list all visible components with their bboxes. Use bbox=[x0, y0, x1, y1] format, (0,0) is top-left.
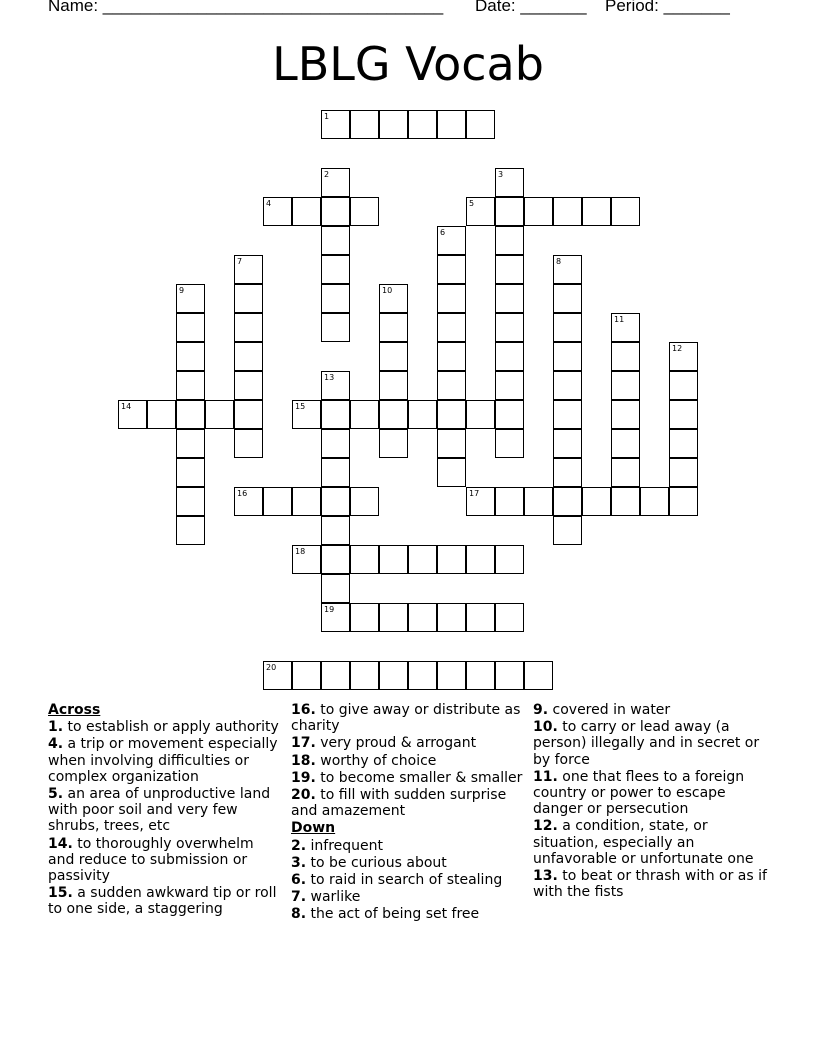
clue-down bbox=[291, 872, 523, 888]
clue-number-label: 9 bbox=[179, 286, 185, 295]
grid-cell[interactable] bbox=[176, 458, 205, 487]
clue-text: an area of unproductive land with poor soil and very few shrubs, trees, etc bbox=[48, 786, 271, 835]
clue-number: 20. bbox=[291, 787, 316, 804]
clue-number: 5. bbox=[48, 786, 64, 803]
clue-down bbox=[533, 868, 773, 900]
clue-number: 18. bbox=[291, 752, 316, 769]
clue-number: 14. bbox=[48, 835, 73, 852]
grid-cell[interactable] bbox=[292, 197, 321, 226]
grid-cell[interactable] bbox=[611, 197, 640, 226]
date-field-label[interactable]: Date: _______ bbox=[475, 0, 587, 15]
grid-cell[interactable] bbox=[321, 429, 350, 458]
grid-cell[interactable] bbox=[176, 487, 205, 516]
grid-cell[interactable] bbox=[350, 661, 379, 690]
clue-across bbox=[291, 735, 523, 751]
grid-cell[interactable] bbox=[495, 284, 524, 313]
grid-cell[interactable] bbox=[495, 603, 524, 632]
grid-cell[interactable] bbox=[437, 458, 466, 487]
clue-down bbox=[533, 769, 773, 818]
clue-text: one that flees to a foreign country or power to escape danger or persecution bbox=[533, 768, 745, 818]
grid-cell[interactable] bbox=[176, 371, 205, 400]
clue-text: a sudden awkward tip or roll to one side, a staggering bbox=[48, 885, 277, 918]
grid-cell[interactable] bbox=[495, 545, 524, 574]
clue-number: 16. bbox=[291, 702, 316, 718]
clue-text: a condition, state, or situation, especially an unfavorable or unfortunate one bbox=[533, 818, 754, 867]
grid-cell[interactable] bbox=[495, 226, 524, 255]
clue-number-label: 3 bbox=[498, 170, 504, 179]
grid-cell[interactable] bbox=[176, 400, 205, 429]
clue-text: to fill with sudden surprise and amazement bbox=[291, 787, 507, 820]
clue-number-label: 5 bbox=[469, 199, 475, 208]
grid-cell[interactable] bbox=[437, 255, 466, 284]
clue-text: covered in water bbox=[552, 702, 671, 718]
clue-number-label: 14 bbox=[121, 402, 132, 411]
grid-cell[interactable] bbox=[205, 400, 234, 429]
clue-number-label: 2 bbox=[324, 170, 330, 179]
clue-number: 1. bbox=[48, 719, 64, 736]
clue-across bbox=[291, 787, 523, 819]
clue-column-2 bbox=[291, 702, 523, 956]
grid-cell[interactable] bbox=[437, 371, 466, 400]
clue-number: 15. bbox=[48, 885, 73, 902]
grid-cell[interactable] bbox=[437, 110, 466, 139]
clue-text: very proud & arrogant bbox=[320, 735, 477, 752]
grid-cell[interactable] bbox=[582, 487, 611, 516]
grid-cell[interactable] bbox=[495, 487, 524, 516]
grid-cell[interactable] bbox=[350, 603, 379, 632]
grid-cell[interactable] bbox=[611, 400, 640, 429]
clue-column-3 bbox=[533, 702, 773, 901]
grid-cell[interactable] bbox=[495, 400, 524, 429]
grid-cell[interactable] bbox=[553, 516, 582, 545]
grid-cell[interactable] bbox=[408, 110, 437, 139]
grid-cell[interactable] bbox=[611, 487, 640, 516]
clue-number: 12. bbox=[533, 818, 558, 835]
grid-cell[interactable] bbox=[234, 313, 263, 342]
clue-number: 8. bbox=[291, 906, 307, 923]
clue-text: to establish or apply authority bbox=[67, 719, 279, 736]
grid-cell[interactable] bbox=[466, 400, 495, 429]
clue-text: to become smaller & smaller bbox=[320, 769, 523, 786]
grid-cell[interactable] bbox=[669, 487, 698, 516]
clue-text: infrequent bbox=[310, 837, 384, 854]
grid-cell[interactable] bbox=[524, 487, 553, 516]
clue-number-label: 16 bbox=[237, 489, 248, 498]
clue-number: 17. bbox=[291, 735, 316, 752]
clue-across bbox=[291, 753, 523, 769]
grid-cell[interactable] bbox=[466, 603, 495, 632]
grid-cell[interactable] bbox=[466, 110, 495, 139]
grid-cell[interactable] bbox=[379, 603, 408, 632]
grid-cell[interactable] bbox=[408, 603, 437, 632]
grid-cell[interactable] bbox=[437, 603, 466, 632]
grid-cell[interactable] bbox=[611, 429, 640, 458]
clue-number-label: 7 bbox=[237, 257, 243, 266]
clue-number: 2. bbox=[291, 837, 307, 854]
grid-cell[interactable] bbox=[350, 197, 379, 226]
clue-across bbox=[291, 770, 523, 786]
grid-cell[interactable] bbox=[553, 313, 582, 342]
clue-text: a trip or movement especially when involving difficulties or complex organization bbox=[48, 736, 278, 785]
grid-cell[interactable] bbox=[321, 458, 350, 487]
grid-cell[interactable] bbox=[379, 661, 408, 690]
grid-cell[interactable] bbox=[379, 545, 408, 574]
clue-number-label: 18 bbox=[295, 547, 306, 556]
grid-cell[interactable] bbox=[234, 400, 263, 429]
clue-down bbox=[533, 818, 773, 867]
clue-text: to raid in search of stealing bbox=[310, 872, 503, 889]
grid-cell[interactable] bbox=[321, 255, 350, 284]
clue-down bbox=[533, 719, 773, 768]
grid-cell[interactable] bbox=[176, 313, 205, 342]
grid-cell[interactable] bbox=[611, 371, 640, 400]
clue-down bbox=[291, 855, 523, 871]
down-heading: Down bbox=[291, 820, 336, 837]
clue-across bbox=[48, 885, 283, 917]
grid-cell[interactable] bbox=[437, 400, 466, 429]
clue-number-label: 15 bbox=[295, 402, 306, 411]
grid-cell[interactable] bbox=[669, 400, 698, 429]
grid-cell[interactable] bbox=[321, 284, 350, 313]
grid-cell[interactable] bbox=[437, 429, 466, 458]
grid-cell[interactable] bbox=[553, 197, 582, 226]
clue-number: 3. bbox=[291, 854, 307, 871]
clue-number-label: 19 bbox=[324, 605, 335, 614]
grid-cell[interactable] bbox=[495, 371, 524, 400]
grid-cell[interactable] bbox=[495, 313, 524, 342]
grid-cell[interactable] bbox=[408, 545, 437, 574]
grid-cell[interactable] bbox=[437, 545, 466, 574]
grid-cell[interactable] bbox=[437, 342, 466, 371]
grid-cell[interactable] bbox=[321, 516, 350, 545]
clue-down bbox=[533, 702, 773, 718]
grid-cell[interactable] bbox=[408, 661, 437, 690]
clue-text: worthy of choice bbox=[320, 752, 437, 769]
grid-cell[interactable] bbox=[495, 255, 524, 284]
grid-cell[interactable] bbox=[553, 487, 582, 516]
name-field-label[interactable]: Name: ____________________________________ bbox=[48, 0, 444, 15]
clue-number-label: 6 bbox=[440, 228, 446, 237]
grid-cell[interactable] bbox=[321, 197, 350, 226]
grid-cell[interactable] bbox=[466, 661, 495, 690]
grid-cell[interactable] bbox=[292, 661, 321, 690]
grid-cell[interactable] bbox=[379, 371, 408, 400]
grid-cell[interactable] bbox=[321, 661, 350, 690]
clue-number: 10. bbox=[533, 719, 558, 736]
clue-number: 9. bbox=[533, 702, 549, 718]
clue-text: to carry or lead away (a person) illegally and in secret or by force bbox=[533, 719, 760, 768]
grid-cell[interactable] bbox=[379, 400, 408, 429]
clue-number: 19. bbox=[291, 769, 316, 786]
grid-cell[interactable] bbox=[553, 284, 582, 313]
grid-cell[interactable] bbox=[553, 400, 582, 429]
clue-down bbox=[291, 906, 523, 922]
clue-number: 4. bbox=[48, 736, 64, 753]
clue-number-label: 4 bbox=[266, 199, 272, 208]
grid-cell[interactable] bbox=[234, 371, 263, 400]
grid-cell[interactable] bbox=[611, 458, 640, 487]
grid-cell[interactable] bbox=[669, 429, 698, 458]
grid-cell[interactable] bbox=[379, 342, 408, 371]
grid-cell[interactable] bbox=[350, 400, 379, 429]
clue-across bbox=[48, 786, 283, 835]
clue-number-label: 20 bbox=[266, 663, 277, 672]
period-field-label[interactable]: Period: _______ bbox=[605, 0, 730, 15]
grid-cell[interactable] bbox=[379, 429, 408, 458]
grid-cell[interactable] bbox=[234, 342, 263, 371]
grid-cell[interactable] bbox=[466, 545, 495, 574]
grid-cell[interactable] bbox=[437, 284, 466, 313]
grid-cell[interactable] bbox=[553, 371, 582, 400]
grid-cell[interactable] bbox=[379, 313, 408, 342]
grid-cell[interactable] bbox=[176, 516, 205, 545]
grid-cell[interactable] bbox=[553, 429, 582, 458]
grid-cell[interactable] bbox=[553, 458, 582, 487]
grid-cell[interactable] bbox=[321, 545, 350, 574]
grid-cell[interactable] bbox=[350, 487, 379, 516]
grid-cell[interactable] bbox=[437, 661, 466, 690]
clue-number-label: 17 bbox=[469, 489, 480, 498]
grid-cell[interactable] bbox=[321, 226, 350, 255]
grid-cell[interactable] bbox=[350, 545, 379, 574]
clue-number: 11. bbox=[533, 768, 558, 785]
grid-cell[interactable] bbox=[408, 400, 437, 429]
clue-text: to thoroughly overwhelm and reduce to submission or passivity bbox=[48, 835, 254, 885]
clue-number-label: 10 bbox=[382, 286, 393, 295]
grid-cell[interactable] bbox=[582, 197, 611, 226]
grid-cell[interactable] bbox=[524, 661, 553, 690]
clue-number: 7. bbox=[291, 889, 307, 906]
clue-text: the act of being set free bbox=[310, 906, 480, 923]
clue-text: to give away or distribute as charity bbox=[291, 702, 521, 735]
clue-number-label: 11 bbox=[614, 315, 625, 324]
clue-across bbox=[48, 736, 283, 785]
clue-number-label: 1 bbox=[324, 112, 330, 121]
grid-cell[interactable] bbox=[553, 342, 582, 371]
grid-cell[interactable] bbox=[263, 487, 292, 516]
grid-cell[interactable] bbox=[437, 313, 466, 342]
grid-cell[interactable] bbox=[234, 284, 263, 313]
clue-number-label: 12 bbox=[672, 344, 683, 353]
grid-cell[interactable] bbox=[495, 197, 524, 226]
grid-cell[interactable] bbox=[234, 429, 263, 458]
grid-cell[interactable] bbox=[669, 458, 698, 487]
grid-cell[interactable] bbox=[321, 574, 350, 603]
grid-cell[interactable] bbox=[669, 371, 698, 400]
grid-cell[interactable] bbox=[292, 487, 321, 516]
clue-across bbox=[48, 836, 283, 885]
clue-text: to be curious about bbox=[310, 854, 447, 871]
clue-column-1 bbox=[48, 702, 283, 919]
grid-cell[interactable] bbox=[350, 110, 379, 139]
clue-text: to beat or thrash with or as if with the fists bbox=[533, 868, 767, 901]
grid-cell[interactable] bbox=[495, 429, 524, 458]
across-heading: Across bbox=[48, 702, 101, 718]
grid-cell[interactable] bbox=[147, 400, 176, 429]
grid-cell[interactable] bbox=[524, 197, 553, 226]
grid-cell[interactable] bbox=[321, 400, 350, 429]
clue-down bbox=[291, 838, 523, 854]
clue-across bbox=[291, 702, 523, 734]
grid-cell[interactable] bbox=[611, 342, 640, 371]
grid-cell[interactable] bbox=[176, 429, 205, 458]
grid-cell[interactable] bbox=[321, 313, 350, 342]
grid-cell[interactable] bbox=[379, 110, 408, 139]
clue-across bbox=[48, 719, 283, 735]
clue-text: warlike bbox=[310, 889, 361, 906]
clue-down bbox=[291, 889, 523, 905]
clue-number-label: 13 bbox=[324, 373, 335, 382]
grid-cell[interactable] bbox=[495, 342, 524, 371]
grid-cell[interactable] bbox=[176, 342, 205, 371]
grid-cell[interactable] bbox=[495, 661, 524, 690]
clue-number: 13. bbox=[533, 868, 558, 885]
grid-cell[interactable] bbox=[640, 487, 669, 516]
page-title: LBLG Vocab bbox=[272, 37, 544, 91]
clue-number-label: 8 bbox=[556, 257, 562, 266]
grid-cell[interactable] bbox=[321, 487, 350, 516]
clue-number: 6. bbox=[291, 872, 307, 889]
